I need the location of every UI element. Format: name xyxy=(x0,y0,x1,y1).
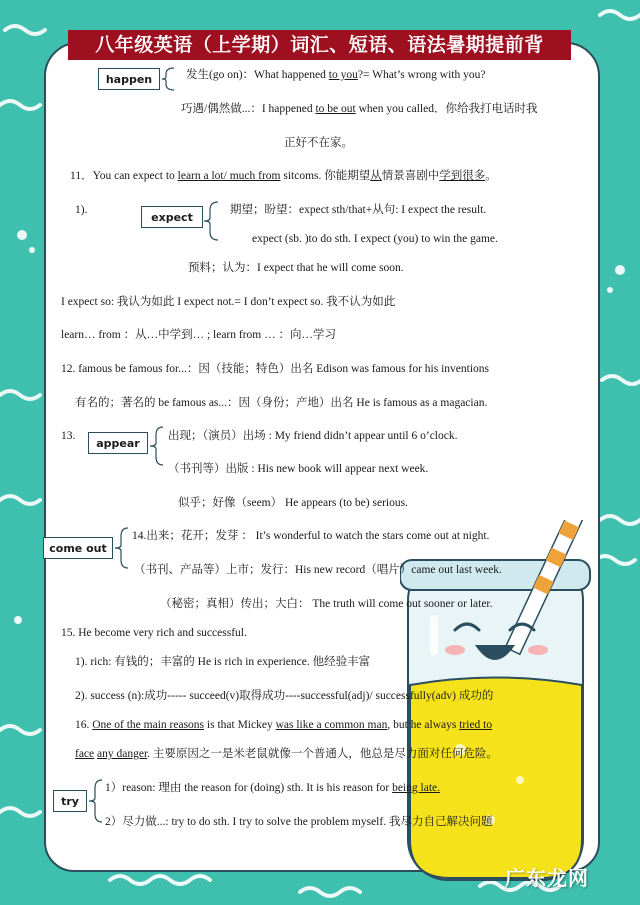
item-1-number: 1). xyxy=(75,204,88,216)
line-happen-1: 发生(go on)：What happened to you?= What’s wrong with you? xyxy=(186,69,486,81)
line-expect-4: I expect so: 我认为如此 I expect not.= I don’t expect so. 我不认为如此 xyxy=(61,296,396,308)
line-expect-1: 期望；盼望：expect sth/that+从句: I expect the result. xyxy=(230,204,487,216)
line-expect-2: expect (sb. )to do sth. I expect (you) to win the game. xyxy=(252,233,498,245)
line-happen-3: 正好不在家。 xyxy=(284,137,353,149)
item-11: 11．You can expect to learn a lot/ much from sitcoms. 你能期望从情景喜剧中学到很多。 xyxy=(70,170,497,182)
brace-try xyxy=(87,778,107,824)
line-happen-2: 巧遇/偶然做...：I happened to be out when you called．你给我打电话时我 xyxy=(181,103,538,115)
line-appear-2: （书刊等）出版 : His new book will appear next week. xyxy=(168,463,429,475)
keyword-box-expect: expect xyxy=(141,206,203,228)
line-try-2: 2）尽力做...: try to do sth. I try to solve the problem myself. 我尽力自己解决问题 xyxy=(105,816,493,828)
keyword-box-happen: happen xyxy=(98,68,160,90)
item-16-line-2: face any danger. 主要原因之一是米老鼠就像一个普通人，他总是尽力面对任何危险。 xyxy=(75,748,498,760)
line-try-1: 1）reason: 理由 the reason for (doing) sth. It is his reason for being late. xyxy=(105,782,441,794)
keyword-box-try: try xyxy=(53,790,87,812)
item-15-success: 2). success (n):成功----- succeed(v)取得成功----successful(adj)/ successfully(adv) 成功的 xyxy=(75,690,494,702)
line-learn-from: learn… from ：从…中学到… ; learn from … ：向…学习 xyxy=(61,329,336,341)
page-title: 八年级英语（上学期）词汇、短语、语法暑期提前背 xyxy=(68,30,571,60)
keyword-box-appear: appear xyxy=(88,432,148,454)
item-13-number: 13. xyxy=(61,430,76,442)
watermark-logo: 广东龙网 xyxy=(505,866,589,890)
item-12-line-1: 12. famous be famous for...：因（技能；特色）出名 Edison was famous for his inventions xyxy=(61,363,490,375)
line-appear-3: 似乎；好像（seem） He appears (to be) serious. xyxy=(178,497,408,509)
item-12-line-2: 有名的；著名的 be famous as...：因（身份；产地）出名 He is famous as a magacian. xyxy=(75,397,488,409)
brace-expect xyxy=(202,200,224,242)
item-16-line-1: 16. One of the main reasons is that Mickey was like a common man, but he always tried to xyxy=(75,719,493,731)
line-expect-3: 预料；认为：I expect that he will come soon. xyxy=(188,262,404,274)
line-come-out-2: （书刊、产品等）上市；发行：His new record（唱片）came out last week. xyxy=(134,564,502,576)
item-15: 15. He become very rich and successful. xyxy=(61,627,247,639)
brace-happen xyxy=(160,66,180,92)
item-15-rich: 1). rich: 有钱的；丰富的 He is rich in experience. 他经验丰富 xyxy=(75,656,371,668)
line-come-out-3: （秘密；真相）传出；大白： The truth will come out sooner or later. xyxy=(160,598,493,610)
brace-come-out xyxy=(113,526,133,570)
line-appear-1: 出现；（演员）出场 : My friend didn’t appear until 6 o’clock. xyxy=(168,430,458,442)
brace-appear xyxy=(148,425,168,467)
line-come-out-1: 14.出来；花开；发芽 ： It’s wonderful to watch the stars come out at night. xyxy=(132,530,490,542)
keyword-box-come-out: come out xyxy=(43,537,113,559)
